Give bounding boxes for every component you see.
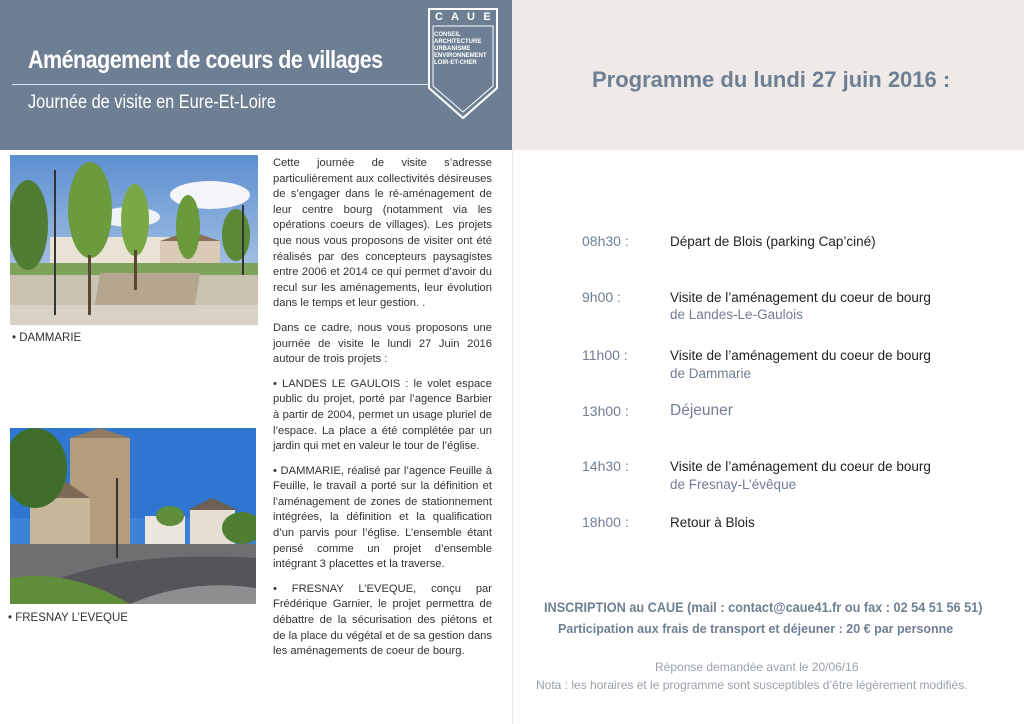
caption-fresnay: • FRESNAY L’EVEQUE — [8, 612, 128, 624]
schedule-time: 11h00 : — [582, 347, 628, 363]
photo-dammarie — [10, 155, 258, 325]
schedule-activity: Départ de Blois (parking Cap’ciné) — [670, 234, 876, 249]
schedule-activity: Visite de l’aménagement du coeur de bourg — [670, 290, 931, 305]
logo-text — [434, 32, 487, 67]
schedule-time: 14h30 : — [582, 458, 629, 474]
inscription-info: INSCRIPTION au CAUE (mail : contact@caue41.fr ou fax : 02 54 51 56 51) — [544, 600, 983, 615]
project-dammarie: • DAMMARIE, réalisé par l’agence Feuille à Feuille, le travail a porté sur la définition et l’aménagement de zones de stationnement intégrées, la définition et la qualification d’un parvis pour l’église. L’ensemble étant pensé comme un projet d’ensemble intégrant 3 placettes et la traverse. — [273, 464, 492, 571]
logo-letter: U — [464, 11, 478, 24]
schedule-activity: Déjeuner — [670, 402, 733, 419]
logo-letter: E — [480, 11, 494, 24]
schedule-time: 18h00 : — [582, 514, 629, 530]
logo-line: URBANISME — [434, 46, 471, 52]
logo-line: ENVIRONNEMENT — [434, 53, 487, 59]
programme-header — [512, 0, 1024, 150]
photo-fresnay — [10, 428, 256, 604]
schedule-place: de Dammarie — [670, 366, 752, 381]
schedule-activity: Visite de l’aménagement du coeur de bourg — [670, 459, 931, 474]
logo-line: ARCHITECTURE — [434, 39, 482, 45]
logo-letter: A — [448, 11, 462, 24]
participation-fee: Participation aux frais de transport et déjeuner : 20 € par personne — [558, 622, 954, 636]
intro-paragraph: Cette journée de visite s’adresse particulièrement aux collectivités désireuses de s’engager dans le ré-aménagement de leur centre bourg (notamment via les opérations coeurs de villages). Les projets que nous vous proposons de visiter ont été réalisés par des concepteurs paysagistes entre 2006 et 2014 ce qui permet d’avoir du recul sur les aménagements, leur évolution dans le temps et leur gestion. . — [273, 157, 492, 310]
logo-letters — [432, 11, 494, 24]
project-fresnay: • FRESNAY L’EVEQUE, conçu par Frédérique Garnier, le projet permettra de débattre de la sécurisation des piétons et de la place du végétal et de sa gestion dans les aménagements de coeur de bourg. — [273, 582, 492, 658]
schedule-time: 9h00 : — [582, 289, 621, 305]
schedule-note: Nota : les horaires et le programme sont susceptibles d’être légèrement modifiés. — [536, 678, 968, 692]
description-column — [273, 156, 492, 669]
page-subtitle: Journée de visite en Eure-Et-Loire — [28, 92, 276, 113]
logo-line: CONSEIL — [434, 32, 461, 38]
schedule-place: de Fresnay-L’évêque — [670, 477, 797, 492]
caue-logo — [428, 8, 498, 120]
response-deadline: Réponse demandée avant le 20/06/16 — [655, 660, 859, 674]
project-landes: • LANDES LE GAULOIS : le volet espace public du projet, porté par l’agence Barbier à partir de 2004, permet un usage pluriel de l’espace. La place a été complétée par un jardin qui met en valeur le tour de l’église. — [273, 377, 492, 453]
schedule-time: 08h30 : — [582, 233, 629, 249]
schedule-activity: Retour à Blois — [670, 515, 755, 530]
column-divider — [512, 150, 513, 724]
programme-title: Programme du lundi 27 juin 2016 : — [592, 67, 951, 92]
schedule-place: de Landes-Le-Gaulois — [670, 307, 803, 322]
schedule-activity: Visite de l’aménagement du coeur de bourg — [670, 348, 931, 363]
logo-line: LOIR-ET-CHER — [434, 60, 477, 66]
schedule-time: 13h00 : — [582, 403, 629, 419]
header-divider — [12, 84, 434, 85]
page-title: Aménagement de coeurs de villages — [28, 46, 383, 74]
logo-letter: C — [432, 11, 446, 24]
context-paragraph: Dans ce cadre, nous vous proposons une journée de visite le lundi 27 Juin 2016 autour de trois projets : — [273, 321, 492, 366]
caption-dammarie: • DAMMARIE — [12, 332, 82, 344]
